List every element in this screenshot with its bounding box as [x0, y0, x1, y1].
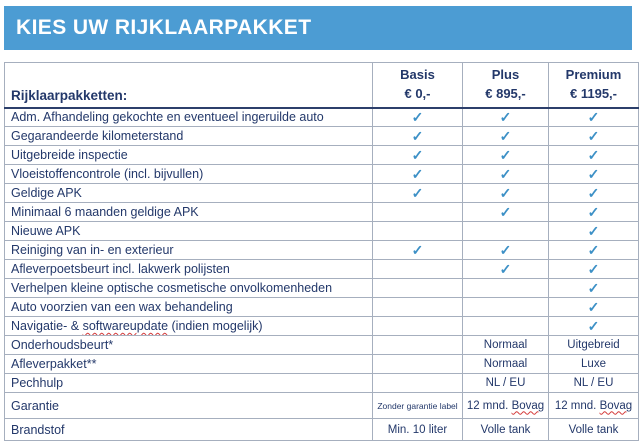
- feature-label: Onderhoudsbeurt*: [5, 336, 373, 355]
- cell-plus: 12 mnd. Bovag: [463, 393, 549, 419]
- cell-plus: [463, 222, 549, 241]
- feature-label: Navigatie- & softwareupdate (indien mogelijk): [5, 317, 373, 336]
- table-header-row: [5, 63, 639, 108]
- cell-basis: [373, 222, 463, 241]
- feature-label: Uitgebreide inspectie: [5, 146, 373, 165]
- cell-premium: [549, 203, 639, 222]
- feature-label: Geldige APK: [5, 184, 373, 203]
- check-icon: ✓: [587, 222, 600, 239]
- cell-plus: Normaal: [463, 336, 549, 355]
- table-row: [5, 165, 639, 184]
- table-row: [5, 279, 639, 298]
- cell-plus: [463, 184, 549, 203]
- table-row: [5, 317, 639, 336]
- feature-label: Adm. Afhandeling gekochte en eventueel ingeruilde auto: [5, 108, 373, 127]
- cell-basis: [373, 165, 463, 184]
- package-table: [4, 62, 639, 441]
- cell-basis: [373, 393, 463, 419]
- table-row: [5, 393, 639, 419]
- check-icon: ✓: [411, 165, 424, 182]
- feature-label: Garantie: [5, 393, 373, 419]
- check-icon: ✓: [587, 298, 600, 315]
- cell-premium: Luxe: [549, 355, 639, 374]
- cell-plus: NL / EU: [463, 374, 549, 393]
- cell-plus: Normaal: [463, 355, 549, 374]
- table-row: [5, 374, 639, 393]
- check-icon: ✓: [411, 127, 424, 144]
- cell-premium: [549, 279, 639, 298]
- check-icon: ✓: [411, 241, 424, 258]
- column-header-plus: [463, 63, 549, 108]
- cell-premium: Uitgebreid: [549, 336, 639, 355]
- feature-label: Afleverpoetsbeurt incl. lakwerk polijsten: [5, 260, 373, 279]
- feature-label: Auto voorzien van een wax behandeling: [5, 298, 373, 317]
- check-icon: ✓: [499, 203, 512, 220]
- cell-plus: [463, 203, 549, 222]
- table-row: [5, 222, 639, 241]
- column-header-basis: [373, 63, 463, 108]
- cell-premium: [549, 222, 639, 241]
- check-icon: ✓: [499, 241, 512, 258]
- cell-basis: [373, 279, 463, 298]
- table-row: [5, 127, 639, 146]
- cell-basis: [373, 374, 463, 393]
- cell-premium: [549, 317, 639, 336]
- check-icon: ✓: [411, 108, 424, 125]
- feature-label: Reiniging van in- en exterieur: [5, 241, 373, 260]
- check-icon: ✓: [499, 108, 512, 125]
- header-banner: [4, 6, 632, 50]
- cell-plus: [463, 317, 549, 336]
- cell-plus: [463, 108, 549, 127]
- table-row: [5, 203, 639, 222]
- cell-basis: [373, 260, 463, 279]
- check-icon: ✓: [587, 108, 600, 125]
- cell-basis: [373, 317, 463, 336]
- cell-basis: [373, 127, 463, 146]
- table-row: [5, 336, 639, 355]
- cell-basis: [373, 146, 463, 165]
- column-header-premium: [549, 63, 639, 108]
- cell-basis: Min. 10 liter: [373, 419, 463, 441]
- misspelled-word: Bovag: [511, 399, 545, 412]
- feature-label: Verhelpen kleine optische cosmetische onvolkomenheden: [5, 279, 373, 298]
- check-icon: ✓: [499, 127, 512, 144]
- check-icon: ✓: [587, 165, 600, 182]
- cell-premium: [549, 184, 639, 203]
- page-title: KIES UW RIJKLAARPAKKET: [16, 16, 312, 39]
- cell-premium: [549, 108, 639, 127]
- feature-label: Afleverpakket**: [5, 355, 373, 374]
- misspelled-word: Bovag: [599, 399, 633, 412]
- cell-basis: [373, 298, 463, 317]
- table-row: [5, 108, 639, 127]
- table-row: [5, 241, 639, 260]
- cell-basis: [373, 184, 463, 203]
- feature-label: Pechhulp: [5, 374, 373, 393]
- check-icon: ✓: [499, 260, 512, 277]
- check-icon: ✓: [587, 279, 600, 296]
- cell-premium: [549, 146, 639, 165]
- table-row: [5, 146, 639, 165]
- check-icon: ✓: [411, 184, 424, 201]
- table-row: [5, 298, 639, 317]
- table-row: [5, 419, 639, 441]
- feature-label: Brandstof: [5, 419, 373, 441]
- check-icon: ✓: [411, 146, 424, 163]
- check-icon: ✓: [587, 146, 600, 163]
- package-name: Plus: [491, 66, 520, 82]
- check-icon: ✓: [587, 241, 600, 258]
- package-price: € 1195,-: [570, 85, 617, 101]
- package-name: Basis: [400, 66, 435, 82]
- cell-basis: [373, 241, 463, 260]
- package-name: Premium: [565, 66, 622, 82]
- feature-label: Gegarandeerde kilometerstand: [5, 127, 373, 146]
- cell-premium: [549, 241, 639, 260]
- cell-premium: [549, 260, 639, 279]
- small-note: Zonder garantie label: [377, 400, 458, 411]
- check-icon: ✓: [499, 184, 512, 201]
- cell-plus: [463, 146, 549, 165]
- cell-premium: [549, 127, 639, 146]
- check-icon: ✓: [587, 184, 600, 201]
- cell-plus: [463, 127, 549, 146]
- check-icon: ✓: [499, 146, 512, 163]
- table-body: [5, 108, 639, 441]
- check-icon: ✓: [587, 127, 600, 144]
- cell-premium: 12 mnd. Bovag: [549, 393, 639, 419]
- check-icon: ✓: [587, 317, 600, 334]
- cell-plus: [463, 165, 549, 184]
- cell-basis: [373, 336, 463, 355]
- misspelled-word: softwareupdate: [82, 319, 169, 333]
- feature-label: Minimaal 6 maanden geldige APK: [5, 203, 373, 222]
- cell-plus: Volle tank: [463, 419, 549, 441]
- feature-label: Nieuwe APK: [5, 222, 373, 241]
- cell-plus: [463, 260, 549, 279]
- cell-premium: Volle tank: [549, 419, 639, 441]
- cell-premium: [549, 298, 639, 317]
- cell-plus: [463, 241, 549, 260]
- package-price: € 0,-: [404, 85, 431, 101]
- feature-label: Vloeistoffencontrole (incl. bijvullen): [5, 165, 373, 184]
- package-table-container: [4, 62, 639, 441]
- packages-label: Rijklaarpakketten:: [5, 63, 373, 108]
- package-price: € 895,-: [485, 85, 526, 101]
- table-row: [5, 184, 639, 203]
- check-icon: ✓: [499, 165, 512, 182]
- cell-premium: NL / EU: [549, 374, 639, 393]
- cell-basis: [373, 203, 463, 222]
- cell-basis: [373, 108, 463, 127]
- cell-plus: [463, 279, 549, 298]
- table-row: [5, 260, 639, 279]
- cell-plus: [463, 298, 549, 317]
- check-icon: ✓: [587, 260, 600, 277]
- check-icon: ✓: [587, 203, 600, 220]
- cell-basis: [373, 355, 463, 374]
- cell-premium: [549, 165, 639, 184]
- table-row: [5, 355, 639, 374]
